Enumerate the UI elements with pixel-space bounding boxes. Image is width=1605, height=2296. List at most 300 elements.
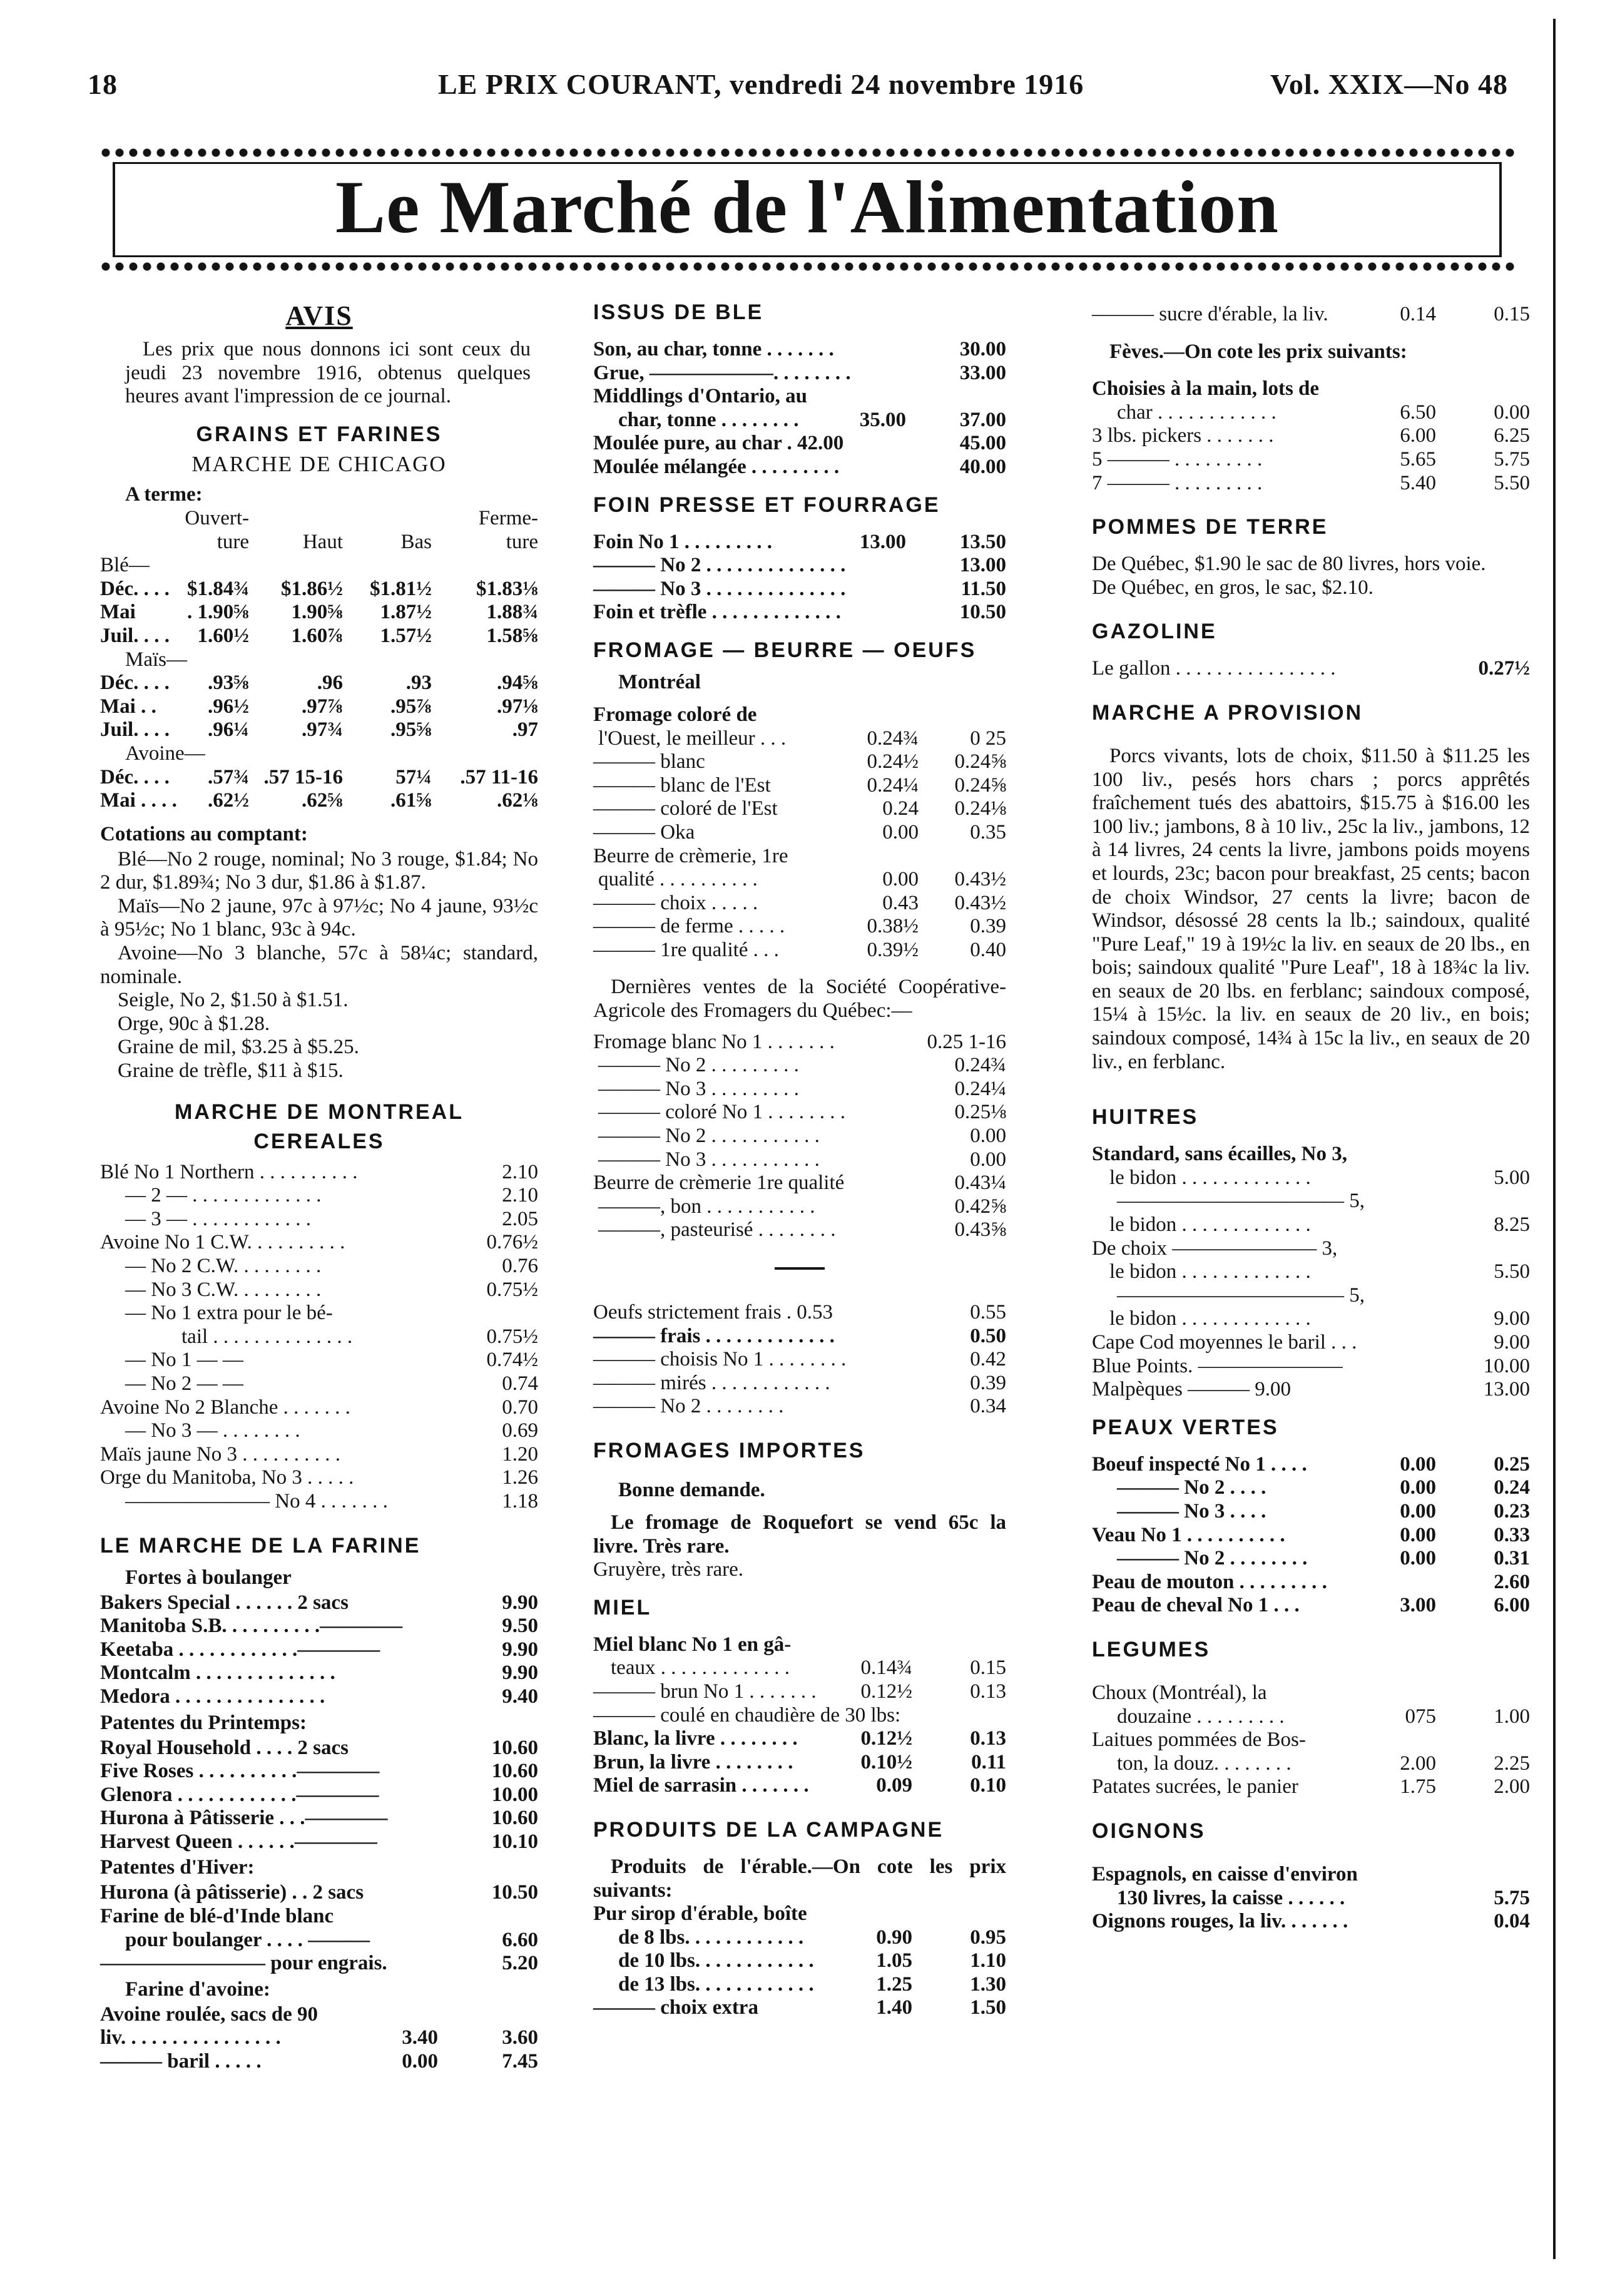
huitre-row <box>1092 1166 1530 1190</box>
cereale-label: tail . . . . . . . . . . . . . . <box>181 1325 353 1348</box>
foin-row <box>593 531 1006 554</box>
a-terme-label: A terme: <box>125 483 203 506</box>
oeuf-row <box>593 1325 1006 1349</box>
huitre-label: De choix ——————— 3, <box>1092 1237 1338 1260</box>
avoine-row <box>100 2026 538 2050</box>
fromage-label: qualité . . . . . . . . . . <box>598 868 758 891</box>
avoine-price-low: 0.00 <box>402 2050 438 2073</box>
feves-label: 5 ——— . . . . . . . . . <box>1092 447 1263 471</box>
huitre-label: ——————————— 5, <box>1117 1283 1365 1307</box>
hiver-price: 10.50 <box>491 1881 538 1904</box>
miel-row <box>593 1656 1006 1680</box>
huitre-row <box>1092 1237 1530 1261</box>
vente-price: 0.43⅝ <box>954 1218 1006 1242</box>
avoine-price-high: 7.45 <box>502 2050 538 2073</box>
fromage-price-high: 0.40 <box>970 938 1006 961</box>
cereale-label: ——————— No 4 . . . . . . . <box>125 1489 388 1513</box>
erable-row <box>593 1902 1006 1926</box>
cereale-label: — No 1 — — <box>125 1349 243 1372</box>
chicago-haut: .62⅝ <box>302 789 343 812</box>
fromage-row <box>593 750 1006 774</box>
oeuf-price: 0.50 <box>970 1324 1006 1347</box>
cereale-label: — No 2 C.W. . . . . . . . . <box>125 1255 322 1277</box>
col-ture-1: ture <box>217 530 249 553</box>
chicago-label: Déc. . . . <box>100 577 170 600</box>
huitre-price: 5.50 <box>1494 1260 1530 1283</box>
hiver-label: Hurona (à pâtisserie) . . 2 sacs <box>100 1881 364 1904</box>
fromage-row <box>593 939 1006 962</box>
peau-price-low: 0.00 <box>1400 1547 1436 1570</box>
forte-price: 9.40 <box>502 1685 538 1708</box>
issus-label: Moulée mélangée . . . . . . . . . <box>593 455 840 478</box>
issus-price-high: 45.00 <box>959 432 1006 455</box>
miel-price-low: 0.12½ <box>860 1727 912 1750</box>
pommes-line-1: De Québec, $1.90 le sac de 80 livres, hors voie. <box>1092 553 1486 576</box>
cereale-label: — No 2 — — <box>125 1372 243 1395</box>
erable-label: ——— choix extra <box>593 1996 758 2019</box>
forte-label: Manitoba S.B. . . . . . . . . .———— <box>100 1615 403 1638</box>
chicago-haut: .97¾ <box>302 718 343 742</box>
cereale-label: Orge du Manitoba, No 3 . . . . . <box>100 1466 354 1489</box>
cotation-mais: Maïs—No 2 jaune, 97c à 97½c; No 4 jaune, 93½c à 95½c; No 1 blanc, 93c à 94c. <box>100 894 538 941</box>
cereale-price: 2.05 <box>502 1207 538 1230</box>
fromage-label: ——— choix . . . . . <box>593 891 758 914</box>
fromage-price-high: 0.24⅛ <box>954 797 1006 820</box>
oignon-row <box>1092 1863 1530 1887</box>
legume-price-high: 2.25 <box>1494 1752 1530 1775</box>
chicago-ouverture: .57¾ <box>208 765 249 788</box>
cereale-row <box>100 1396 538 1420</box>
fromage-label: ——— blanc de l'Est <box>593 773 771 797</box>
forte-row <box>100 1638 538 1662</box>
chicago-label: Mai <box>100 601 136 624</box>
feves-price-high: 0.00 <box>1494 401 1530 424</box>
forte-row <box>100 1685 538 1709</box>
huitre-price: 9.00 <box>1494 1307 1530 1330</box>
chicago-haut: .57 15-16 <box>263 765 343 788</box>
cereale-row <box>100 1325 538 1349</box>
sucre-price-high: 0.15 <box>1494 303 1530 325</box>
fromage-label: Beurre de crèmerie, 1re <box>593 844 788 867</box>
chicago-row <box>100 601 538 625</box>
miel-label: ——— coulé en chaudière de 30 lbs: <box>593 1703 901 1727</box>
foin-price-high: 13.00 <box>959 554 1006 577</box>
oeuf-row <box>593 1301 1006 1325</box>
miel-price-low: 0.12½ <box>860 1680 912 1703</box>
oeuf-row <box>593 1348 1006 1372</box>
avoine-label: Avoine roulée, sacs de 90 <box>100 2003 318 2026</box>
fromage-heading: FROMAGE — BEURRE — OEUFS <box>593 638 977 662</box>
erable-price-high: 1.50 <box>970 1996 1006 2019</box>
vente-price: 0.00 <box>970 1148 1006 1171</box>
cereale-row <box>100 1466 538 1490</box>
chicago-bas: .95⅝ <box>390 718 432 742</box>
chicago-ouverture: . 1.90⅝ <box>187 601 249 624</box>
avoine-row <box>100 2003 538 2027</box>
chicago-label: Avoine— <box>125 742 205 765</box>
cereale-row <box>100 1184 538 1208</box>
oeuf-price: 0.39 <box>970 1371 1006 1394</box>
chicago-bas: 57¼ <box>395 765 432 788</box>
oignon-row <box>1092 1910 1530 1934</box>
chicago-fermeture: .97⅛ <box>497 695 538 718</box>
chicago-haut: 1.60⅞ <box>291 624 343 647</box>
vente-price: 0.24¼ <box>954 1077 1006 1100</box>
legume-row <box>1092 1775 1530 1799</box>
chicago-bas: 1.87½ <box>380 601 432 624</box>
hiver-label: Farine de blé-d'Inde blanc <box>100 1905 334 1928</box>
erable-label: Pur sirop d'érable, boîte <box>593 1902 807 1926</box>
foin-label: ——— No 2 . . . . . . . . . . . . . . <box>593 554 846 577</box>
hiver-row <box>100 1905 538 1929</box>
huitre-price: 10.00 <box>1483 1354 1530 1377</box>
legume-row <box>1092 1728 1530 1752</box>
chicago-row <box>100 578 538 601</box>
oignon-price: 5.75 <box>1494 1886 1530 1909</box>
chicago-bas: .95⅞ <box>390 695 432 718</box>
fromage-price-low: 0.24¼ <box>867 773 919 797</box>
oeuf-price: 0.34 <box>970 1395 1006 1418</box>
foin-heading: FOIN PRESSE ET FOURRAGE <box>593 492 940 517</box>
peau-price-high: 0.31 <box>1494 1547 1530 1570</box>
erable-price-high: 1.10 <box>970 1949 1006 1972</box>
vente-row <box>593 1078 1006 1101</box>
cereale-price: 0.69 <box>502 1419 538 1442</box>
vente-label: Beurre de crèmerie 1re qualité <box>593 1171 845 1195</box>
erable-price-low: 1.25 <box>876 1972 912 1996</box>
erable-label: de 13 lbs. . . . . . . . . . . . <box>618 1972 814 1996</box>
huitre-price: 13.00 <box>1483 1378 1530 1401</box>
gazoline-price: 0.27½ <box>1478 657 1530 680</box>
chicago-fermeture: .62⅛ <box>497 789 538 812</box>
chicago-label: Mai . . <box>100 695 156 718</box>
fromage-price-low: 0.43 <box>882 891 919 914</box>
huitre-row <box>1092 1378 1530 1402</box>
huitre-row <box>1092 1260 1530 1284</box>
chicago-row <box>100 648 538 672</box>
cereale-price: 2.10 <box>502 1160 538 1183</box>
miel-row <box>593 1680 1006 1704</box>
cereale-row <box>100 1208 538 1232</box>
miel-price-high: 0.10 <box>970 1774 1006 1797</box>
miel-label: Miel de sarrasin . . . . . . . <box>593 1774 809 1797</box>
feves-label: Choisies à la main, lots de <box>1092 377 1320 401</box>
fromage-price-high: 0.39 <box>970 915 1006 938</box>
foin-price-high: 13.50 <box>959 530 1006 553</box>
vente-label: ——— No 3 . . . . . . . . . . . <box>598 1148 820 1171</box>
fromage-row <box>593 915 1006 939</box>
vente-row <box>593 1031 1006 1054</box>
vente-label: ———, pasteurisé . . . . . . . . <box>598 1218 836 1242</box>
cereale-label: — No 1 extra pour le bé- <box>125 1302 333 1325</box>
fromage-row <box>593 845 1006 869</box>
feves-price-low: 5.65 <box>1400 447 1436 471</box>
cereale-price: 0.76 <box>502 1255 538 1277</box>
cereale-row <box>100 1419 538 1443</box>
vente-label: ——— No 3 . . . . . . . . . <box>598 1077 799 1100</box>
legume-price-low: 2.00 <box>1400 1752 1436 1775</box>
issus-heading: ISSUS DE BLE <box>593 300 764 324</box>
vente-price: 0.00 <box>970 1125 1006 1148</box>
cotations-heading: Cotations au comptant: <box>100 822 308 845</box>
farine-heading: LE MARCHE DE LA FARINE <box>100 1533 421 1558</box>
fromage-price-high: 0 25 <box>970 727 1006 750</box>
column-left <box>100 294 538 2074</box>
erable-price-high: 1.30 <box>970 1972 1006 1996</box>
avoine-heading: Farine d'avoine: <box>125 1977 270 2001</box>
avoine-label: liv. . . . . . . . . . . . . . . . <box>100 2026 281 2049</box>
chicago-row <box>100 789 538 813</box>
avis-heading: AVIS <box>285 300 353 331</box>
peau-price-low: 3.00 <box>1400 1594 1436 1617</box>
grains-heading: GRAINS ET FARINES <box>196 422 442 446</box>
chicago-ouverture: .62½ <box>208 789 249 812</box>
huitre-label: le bidon . . . . . . . . . . . . . <box>1109 1213 1311 1237</box>
foin-price-low: 13.00 <box>859 530 906 553</box>
legume-label: Patates sucrées, le panier <box>1092 1775 1298 1799</box>
miel-row <box>593 1751 1006 1775</box>
cereales-heading: CEREALES <box>253 1129 385 1153</box>
chicago-ouverture: 1.60½ <box>197 624 249 647</box>
fromage-price-low: 0.00 <box>882 820 919 844</box>
huitre-label: Cape Cod moyennes le baril . . . <box>1092 1331 1357 1354</box>
gazoline-heading: GAZOLINE <box>1092 620 1217 644</box>
chicago-bas: .93 <box>405 671 432 695</box>
huitre-price: 5.00 <box>1494 1166 1530 1189</box>
ventes-text: Dernières ventes de la Société Coopérative-Agricole des Fromagers du Québec:— <box>593 976 1006 1023</box>
fromage-price-high: 0.24⅝ <box>954 750 1006 773</box>
fromage-row <box>593 703 1006 727</box>
montreal-subheading: Montréal <box>618 670 701 693</box>
vente-price: 0.24¾ <box>954 1054 1006 1077</box>
miel-price-high: 0.13 <box>970 1727 1006 1750</box>
cereale-price: 0.70 <box>502 1395 538 1419</box>
cereale-price: 1.20 <box>502 1442 538 1466</box>
issus-price-high: 30.00 <box>959 338 1006 360</box>
issus-price-high: 33.00 <box>959 361 1006 384</box>
chicago-table <box>100 507 538 813</box>
oeuf-label: ——— mirés . . . . . . . . . . . . <box>593 1371 830 1394</box>
cereale-row <box>100 1231 538 1255</box>
peau-label: ——— No 2 . . . . <box>1117 1476 1266 1499</box>
chicago-row <box>100 625 538 648</box>
oeuf-label: ——— No 2 . . . . . . . . <box>593 1395 784 1418</box>
legume-row <box>1092 1681 1530 1705</box>
fromage-price-high: 0.24⅝ <box>954 773 1006 797</box>
fromage-price-high: 0.43½ <box>954 891 1006 914</box>
cereale-label: — No 3 — . . . . . . . . <box>125 1419 300 1442</box>
chicago-label: Déc. . . . <box>100 765 170 788</box>
peau-label: ——— No 2 . . . . . . . . <box>1117 1547 1308 1570</box>
fromage-label: ——— 1re qualité . . . <box>593 938 779 961</box>
chicago-heading: MARCHE DE CHICAGO <box>191 451 447 476</box>
issus-row <box>593 338 1006 362</box>
feves-price-high: 5.50 <box>1494 471 1530 494</box>
vente-row <box>593 1218 1006 1242</box>
fromage-price-low: 0.38½ <box>867 915 919 938</box>
fromage-row <box>593 797 1006 821</box>
cereale-label: Maïs jaune No 3 . . . . . . . . . . <box>100 1442 341 1466</box>
cereale-row <box>100 1161 538 1185</box>
printemps-label: Royal Household . . . . 2 sacs <box>100 1736 349 1759</box>
huitres-heading: HUITRES <box>1092 1105 1199 1130</box>
printemps-price: 10.60 <box>491 1807 538 1830</box>
fromage-label: ——— de ferme . . . . . <box>593 915 785 938</box>
forte-row <box>100 1615 538 1638</box>
avoine-row <box>100 2050 538 2074</box>
issus-row <box>593 362 1006 385</box>
erable-row <box>593 1973 1006 1997</box>
erable-price-low: 1.40 <box>876 1996 912 2019</box>
peau-row <box>1092 1500 1530 1524</box>
chicago-ouverture: $1.84¾ <box>187 577 249 600</box>
vente-row <box>593 1171 1006 1195</box>
issus-row <box>593 456 1006 479</box>
issus-price-low: 35.00 <box>859 408 906 431</box>
fromage-row <box>593 892 1006 916</box>
foin-label: ——— No 3 . . . . . . . . . . . . . . <box>593 577 846 600</box>
erable-row <box>593 1949 1006 1973</box>
huitre-row <box>1092 1331 1530 1355</box>
foin-label: Foin et trèfle . . . . . . . . . . . . . <box>593 601 841 624</box>
cereale-row <box>100 1443 538 1467</box>
forte-label: Keetaba . . . . . . . . . . . .———— <box>100 1638 380 1661</box>
hiver-row <box>100 1952 538 1976</box>
huitre-label: le bidon . . . . . . . . . . . . . <box>1109 1307 1311 1330</box>
peau-price-high: 0.33 <box>1494 1523 1530 1546</box>
chicago-label: Blé— <box>100 554 150 577</box>
legume-label: Laitues pommées de Bos- <box>1092 1728 1306 1752</box>
miel-label: Brun, la livre . . . . . . . . <box>593 1750 793 1773</box>
feves-price-high: 5.75 <box>1494 447 1530 471</box>
cotation-ble: Blé—No 2 rouge, nominal; No 3 rouge, $1.84; No 2 dur, $1.89¾; No 3 dur, $1.86 à $1.87. <box>100 847 538 894</box>
column-middle <box>593 294 1006 2020</box>
dotted-border-top <box>100 147 1514 158</box>
peau-row <box>1092 1547 1530 1571</box>
legume-row <box>1092 1705 1530 1729</box>
pommes-heading: POMMES DE TERRE <box>1092 515 1328 539</box>
legume-price-high: 2.00 <box>1494 1775 1530 1799</box>
oignons-heading: OIGNONS <box>1092 1819 1206 1843</box>
peau-row <box>1092 1571 1530 1594</box>
chicago-fermeture: 1.88¾ <box>486 601 538 624</box>
miel-price-low: 0.14¾ <box>860 1656 912 1680</box>
miel-row <box>593 1633 1006 1657</box>
chicago-haut: .96 <box>317 671 343 695</box>
avis-text: Les prix que nous donnons ici sont ceux du jeudi 23 novembre 1916, obtenus quelques heures avant l'impression de ce journal. <box>125 338 531 408</box>
chicago-label: Mai . . . . <box>100 789 177 812</box>
chicago-label: Déc. . . . <box>100 671 170 695</box>
issus-label: Middlings d'Ontario, au <box>593 385 808 408</box>
montreal-heading: MARCHE DE MONTREAL <box>175 1100 464 1124</box>
cereale-row <box>100 1372 538 1396</box>
col-bas: Bas <box>400 530 432 553</box>
feves-row <box>1092 472 1530 496</box>
issus-label: Grue, ——————. . . . . . . . <box>593 361 851 384</box>
issus-price-high: 40.00 <box>959 455 1006 478</box>
vente-row <box>593 1054 1006 1078</box>
chicago-fermeture: .94⅝ <box>497 671 538 695</box>
peaux-heading: PEAUX VERTES <box>1092 1415 1279 1439</box>
issus-label: Moulée pure, au char . 42.00 <box>593 432 844 455</box>
legume-label: douzaine . . . . . . . . . <box>1117 1705 1285 1728</box>
vente-label: ——— coloré No 1 . . . . . . . . <box>598 1101 846 1124</box>
cotation-mil: Graine de mil, $3.25 à $5.25. <box>118 1036 359 1059</box>
fromage-row <box>593 868 1006 892</box>
peau-row <box>1092 1453 1530 1477</box>
issus-row <box>593 385 1006 409</box>
huitre-label: le bidon . . . . . . . . . . . . . <box>1109 1260 1311 1283</box>
huitre-label: ——————————— 5, <box>1117 1190 1365 1213</box>
huitre-label: le bidon . . . . . . . . . . . . . <box>1109 1166 1311 1189</box>
vente-row <box>593 1148 1006 1172</box>
forte-row <box>100 1591 538 1615</box>
peau-label: Peau de mouton . . . . . . . . . <box>1092 1570 1327 1593</box>
legume-row <box>1092 1752 1530 1776</box>
chicago-row <box>100 695 538 719</box>
avoine-label: ——— baril . . . . . <box>100 2050 262 2073</box>
running-header <box>88 68 1508 111</box>
vente-price: 0.25⅛ <box>954 1101 1006 1124</box>
chicago-header-row-1 <box>100 507 538 531</box>
chicago-bas: $1.81½ <box>370 577 432 600</box>
cereale-price: 0.74 <box>502 1372 538 1395</box>
oignon-label: 130 livres, la caisse . . . . . . <box>1117 1886 1345 1909</box>
oignon-label: Espagnols, en caisse d'environ <box>1092 1862 1358 1885</box>
cereale-label: — No 3 C.W. . . . . . . . . <box>125 1278 322 1301</box>
huitre-row <box>1092 1213 1530 1237</box>
huitre-row <box>1092 1190 1530 1213</box>
chicago-ouverture: .96½ <box>208 695 249 718</box>
printemps-price: 10.10 <box>491 1830 538 1853</box>
printemps-label: Glenora . . . . . . . . . . . .———— <box>100 1783 379 1806</box>
issus-row <box>593 409 1006 432</box>
gazoline-label: Le gallon . . . . . . . . . . . . . . . . <box>1092 657 1336 680</box>
miel-label: Miel blanc No 1 en gâ- <box>593 1633 792 1656</box>
fromage-price-low: 0.24¾ <box>867 727 919 750</box>
feves-label: 3 lbs. pickers . . . . . . . <box>1092 424 1274 447</box>
sucre-label: ——— sucre d'érable, la liv. <box>1092 303 1328 325</box>
oeuf-row <box>593 1395 1006 1419</box>
roquefort-text: Le fromage de Roquefort se vend 65c la livre. Très rare. <box>593 1511 1006 1558</box>
issus-row <box>593 432 1006 456</box>
erable-text: Produits de l'érable.—On cote les prix suivants: <box>593 1855 1006 1902</box>
cereale-price: 0.75½ <box>486 1325 538 1348</box>
miel-row <box>593 1727 1006 1751</box>
oignon-label: Oignons rouges, la liv. . . . . . . <box>1092 1910 1348 1933</box>
vente-price: 0.42⅝ <box>954 1195 1006 1218</box>
fromage-label: ——— Oka <box>593 820 695 844</box>
chicago-bas: .61⅝ <box>390 789 432 812</box>
cotation-trefle: Graine de trèfle, $11 à $15. <box>118 1059 344 1083</box>
avoine-price-low: 3.40 <box>402 2026 438 2049</box>
peau-price-high: 0.23 <box>1494 1499 1530 1523</box>
section-separator <box>775 1267 825 1270</box>
vente-price: 0.25 1-16 <box>927 1030 1006 1053</box>
peau-label: Veau No 1 . . . . . . . . . . <box>1092 1523 1285 1546</box>
legume-price-low: 1.75 <box>1400 1775 1436 1799</box>
miel-label: teaux . . . . . . . . . . . . . <box>611 1656 790 1680</box>
oeuf-label: ——— frais . . . . . . . . . . . . . <box>593 1324 835 1347</box>
vente-row <box>593 1195 1006 1219</box>
col-fermeture: Ferme- <box>478 506 538 529</box>
fortes-heading: Fortes à boulanger <box>125 1566 292 1589</box>
chicago-label: Juil. . . . <box>100 718 170 742</box>
forte-price: 9.90 <box>502 1591 538 1614</box>
page-title: Le Marché de l'Alimentation <box>335 165 1279 248</box>
feves-price-low: 6.00 <box>1400 424 1436 447</box>
page-number: 18 <box>88 68 118 100</box>
